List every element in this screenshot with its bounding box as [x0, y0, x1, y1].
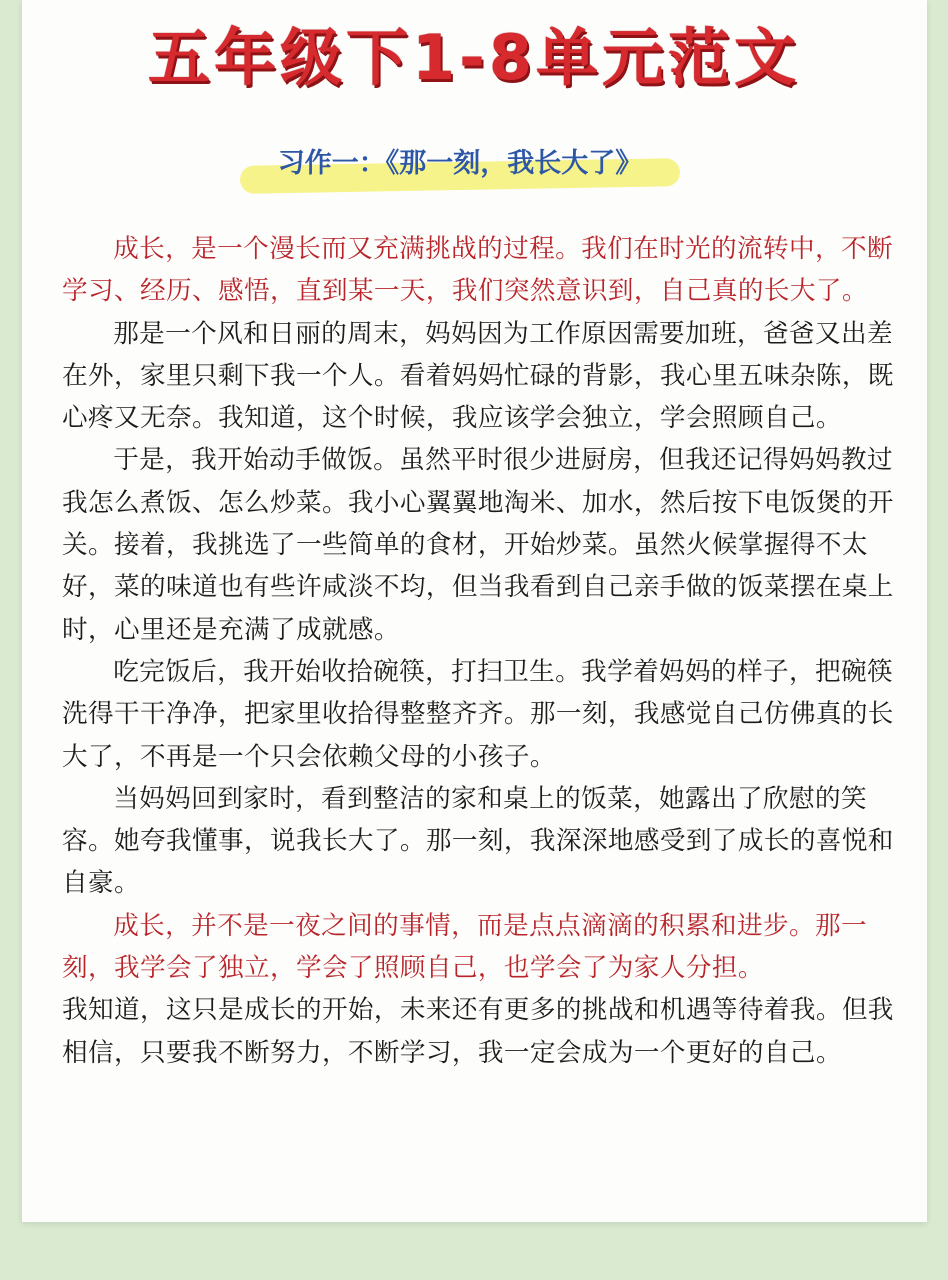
essay-heading: 习作一：《那一刻，我长大了》	[277, 148, 643, 179]
essay-body	[62, 228, 896, 1074]
essay-paragraph: 我知道，这只是成长的开始，未来还有更多的挑战和机遇等待着我。但我相信，只要我不断努力，不断学习，我一定会成为一个更好的自己。	[62, 995, 894, 1068]
essay-paragraph: 吃完饭后，我开始收拾碗筷，打扫卫生。我学着妈妈的样子，把碗筷洗得干干净净，把家里收拾得整整齐齐。那一刻，我感觉自己仿佛真的长大了，不再是一个只会依赖父母的小孩子。	[62, 656, 894, 772]
essay-paragraph: 成长，并不是一夜之间的事情，而是点点滴滴的积累和进步。那一刻，我学会了独立，学会了照顾自己，也学会了为家人分担。	[62, 910, 868, 984]
essay-paragraph: 成长，是一个漫长而又充满挑战的过程。我们在时光的流转中，不断学习、经历、感悟，直到某一天，我们突然意识到，自己真的长大了。	[62, 234, 894, 307]
essay-paragraph: 当妈妈回到家时，看到整洁的家和桌上的饭菜，她露出了欣慰的笑容。她夸我懂事，说我长大了。那一刻，我深深地感受到了成长的喜悦和自豪。	[62, 783, 894, 899]
page-title: 五年级下1-8单元范文	[147, 21, 800, 94]
essay-paragraph: 于是，我开始动手做饭。虽然平时很少进厨房，但我还记得妈妈教过我怎么煮饭、怎么炒菜。我小心翼翼地淘米、加水，然后按下电饭煲的开关。接着，我挑选了一些简单的食材，开始炒菜。虽然火候掌握得不太好，菜的味道也有些许咸淡不均，但当我看到自己亲手做的饭菜摆在桌上时，心里还是充满了成就感。	[62, 445, 894, 645]
essay-paragraph: 那是一个风和日丽的周末，妈妈因为工作原因需要加班，爸爸又出差在外，家里只剩下我一个人。看着妈妈忙碌的背影，我心里五味杂陈，既心疼又无奈。我知道，这个时候，我应该学会独立，学会照顾自己。	[62, 318, 894, 434]
essay-heading-block	[240, 140, 680, 194]
